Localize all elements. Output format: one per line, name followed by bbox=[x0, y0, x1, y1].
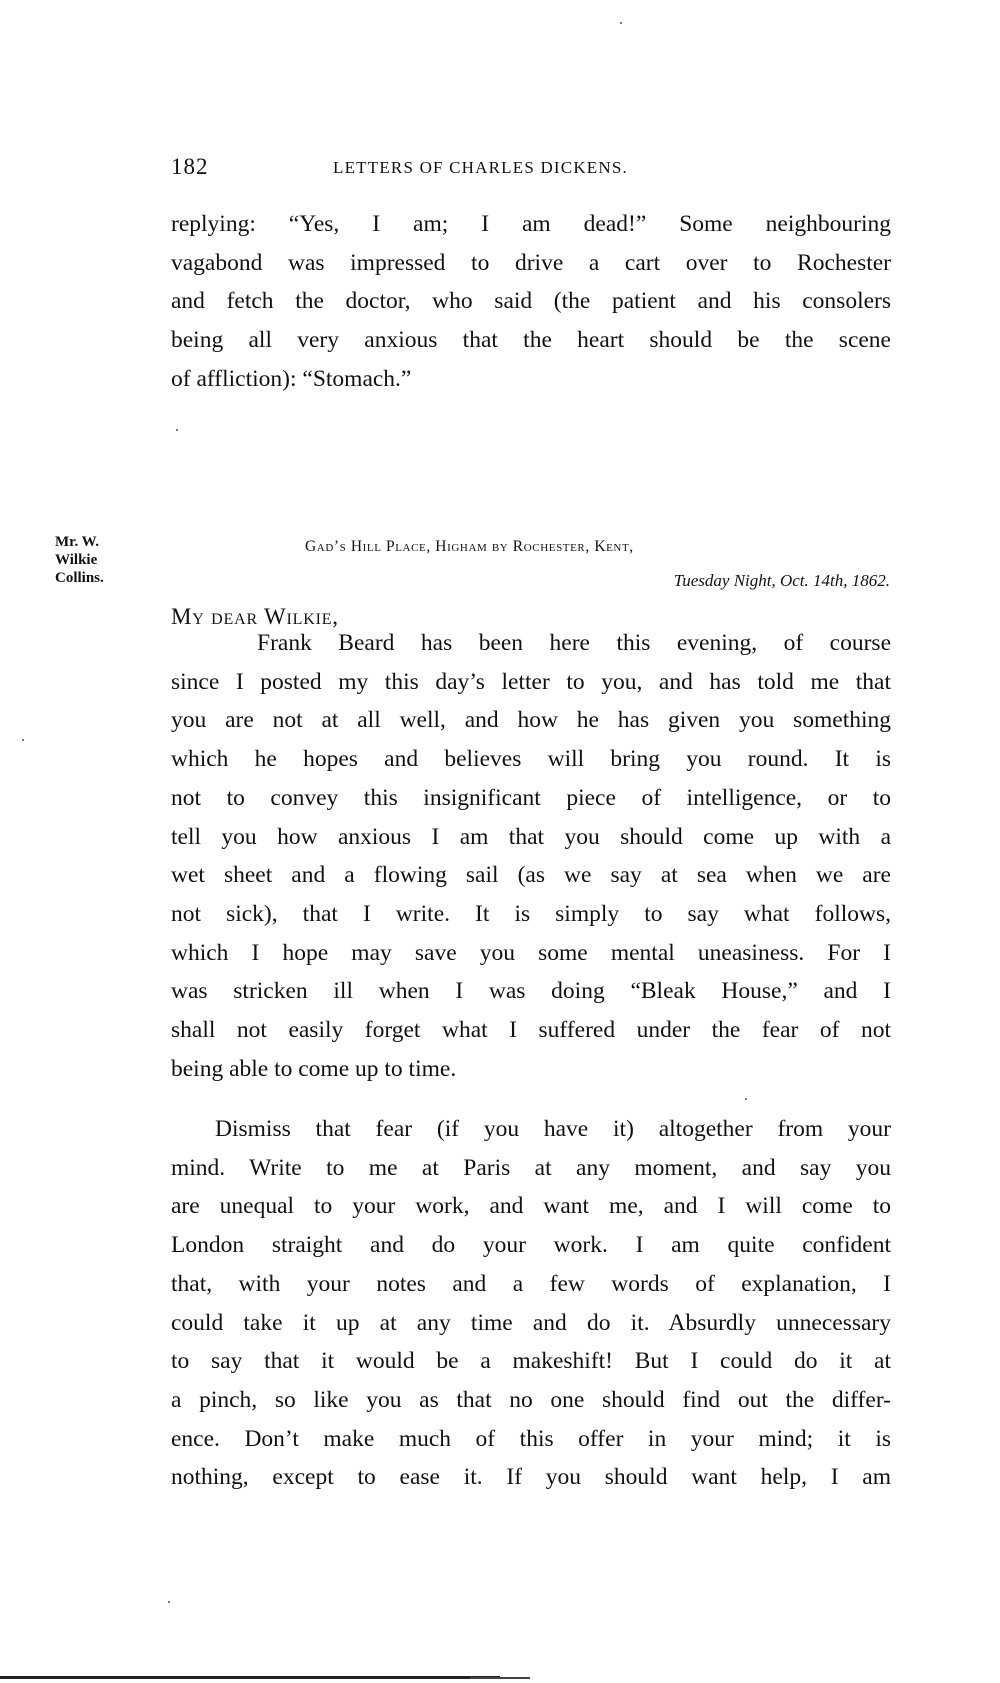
scan-speck bbox=[22, 739, 24, 741]
text-line: ence. Don’t make much of this offer in your mind; it is bbox=[171, 1425, 891, 1452]
text-line: which he hopes and believes will bring you round. It is bbox=[171, 746, 891, 773]
text-line: mind. Write to me at Paris at any moment, and say you bbox=[171, 1154, 891, 1181]
running-title: LETTERS OF CHARLES DICKENS. bbox=[333, 158, 628, 177]
scan-speck bbox=[620, 22, 622, 24]
text-line: being able to come up to time. bbox=[171, 1055, 457, 1082]
scan-speck bbox=[168, 1601, 170, 1603]
text-line: could take it up at any time and do it. Absurdly unnecessary bbox=[171, 1309, 891, 1336]
text-line: being all very anxious that the heart should be the scene bbox=[171, 327, 891, 354]
text-line: since I posted my this day’s letter to you, and has told me that bbox=[171, 668, 891, 695]
text-line: to say that it would be a makeshift! But I could do it at bbox=[171, 1348, 891, 1375]
text-line: that, with your notes and a few words of explanation, I bbox=[171, 1270, 891, 1297]
text-line: of affliction): “Stomach.” bbox=[171, 365, 412, 392]
text-line: not to convey this insignificant piece of intelligence, or to bbox=[171, 784, 891, 811]
letter-salutation: My dear Wilkie, bbox=[171, 604, 339, 629]
scan-speck bbox=[176, 429, 178, 431]
letter-paragraph-1 bbox=[171, 624, 891, 1088]
text-line: tell you how anxious I am that you should come up with a bbox=[171, 823, 891, 850]
text-line: not sick), that I write. It is simply to say what follows, bbox=[171, 900, 891, 927]
continued-text bbox=[171, 205, 891, 399]
text-line: Frank Beard has been here this evening, of course bbox=[257, 630, 891, 656]
recipient-note-line: Mr. W. bbox=[55, 534, 100, 550]
bottom-edge-line bbox=[470, 1677, 530, 1679]
scan-speck bbox=[745, 1098, 747, 1100]
recipient-note-line: Wilkie bbox=[55, 552, 98, 568]
page-number: 182 bbox=[171, 154, 209, 179]
text-line: are unequal to your work, and want me, and I will come to bbox=[171, 1193, 891, 1220]
letter-paragraph-2 bbox=[171, 1110, 891, 1497]
text-line: was stricken ill when I was doing “Bleak House,” and I bbox=[171, 978, 891, 1005]
text-line: shall not easily forget what I suffered under the fear of not bbox=[171, 1017, 891, 1044]
text-line: nothing, except to ease it. If you should want help, I am bbox=[171, 1464, 891, 1491]
page-header bbox=[171, 154, 891, 184]
text-line: which I hope may save you some mental uneasiness. For I bbox=[171, 939, 891, 966]
text-line: a pinch, so like you as that no one should find out the differ- bbox=[171, 1386, 891, 1413]
text-line: and fetch the doctor, who said (the patient and his consolers bbox=[171, 288, 891, 315]
recipient-marginal-note bbox=[55, 533, 104, 587]
recipient-note-line: Collins. bbox=[55, 570, 104, 586]
text-line: wet sheet and a flowing sail (as we say at sea when we are bbox=[171, 862, 891, 889]
letter-address: Gad’s Hill Place, Higham by Rochester, Kent, bbox=[305, 538, 634, 555]
text-line: replying: “Yes, I am; I am dead!” Some neighbouring bbox=[171, 211, 891, 237]
text-line: London straight and do your work. I am quite confident bbox=[171, 1232, 891, 1259]
text-line: you are not at all well, and how he has given you something bbox=[171, 707, 891, 734]
text-line: Dismiss that fear (if you have it) altogether from your bbox=[215, 1116, 891, 1142]
letter-date: Tuesday Night, Oct. 14th, 1862. bbox=[673, 571, 890, 590]
text-line: vagabond was impressed to drive a cart over to Rochester bbox=[171, 249, 891, 276]
bottom-edge-line bbox=[0, 1676, 500, 1679]
